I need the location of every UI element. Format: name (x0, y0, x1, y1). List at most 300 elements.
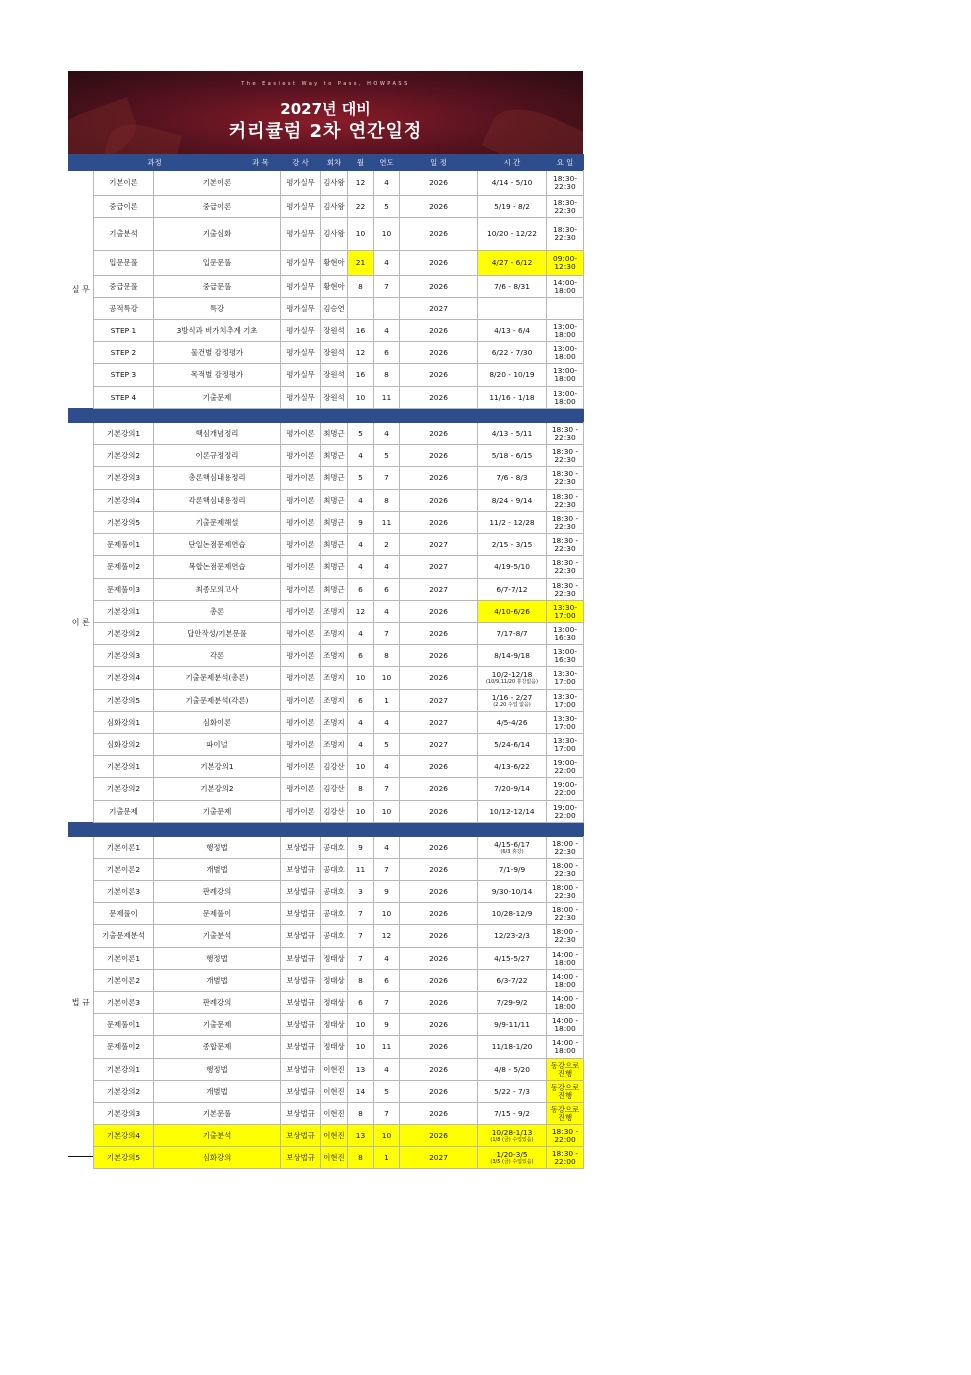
cell-course: 중급이론 (94, 196, 154, 218)
cell-subject: 평가이론 (281, 667, 321, 690)
table-row (69, 623, 584, 645)
cell-count: 11 (348, 859, 374, 881)
cell-teacher: 이현진 (321, 1103, 348, 1125)
cell-year: 2026 (400, 1014, 478, 1036)
schedule-body (69, 171, 584, 1169)
cell-topic: 기본이론 (154, 171, 281, 196)
cell-dates: 4/8 - 5/20 (478, 1059, 547, 1081)
cell-dates: 4/13-6/22 (478, 756, 547, 778)
cell-course: 기출분석 (94, 218, 154, 251)
cell-count: 12 (348, 601, 374, 623)
cell-course: 심화강의1 (94, 712, 154, 734)
cell-teacher: 최명근 (321, 579, 348, 601)
cell-subject: 보상법규 (281, 1036, 321, 1059)
cell-teacher: 공대호 (321, 925, 348, 948)
cell-dates: 4/27 - 6/12 (478, 251, 547, 276)
dates-text: 10/28-1/13 (491, 1127, 533, 1137)
cell-count: 12 (348, 171, 374, 196)
cell-teacher: 장원석 (321, 364, 348, 387)
cell-subject: 평가이론 (281, 712, 321, 734)
cell-time: 18:00 - 22:30 (547, 903, 584, 925)
cell-dates (478, 1147, 547, 1169)
table-header-row (69, 155, 584, 171)
cell-month: 4 (374, 171, 400, 196)
cell-course: 문제풀이2 (94, 556, 154, 579)
cell-dates: 4/13 - 5/11 (478, 423, 547, 445)
cell-subject: 평가실무 (281, 342, 321, 364)
cell-time: 18:00 - 22:30 (547, 881, 584, 903)
cell-time: 13:30-17:00 (547, 734, 584, 756)
cell-dates: 9/30-10/14 (478, 881, 547, 903)
category-label: 이 론 (69, 423, 94, 823)
table-row (69, 1036, 584, 1059)
cell-year: 2026 (400, 1036, 478, 1059)
cell-teacher: 장원석 (321, 342, 348, 364)
cell-dates: 8/14-9/18 (478, 645, 547, 667)
cell-count: 10 (348, 801, 374, 823)
cell-course: 기본강의2 (94, 778, 154, 801)
header-dates: 일 정 (400, 155, 478, 171)
cell-dates (478, 1125, 547, 1147)
cell-subject: 보상법규 (281, 903, 321, 925)
cell-dates: 7/1-9/9 (478, 859, 547, 881)
table-row (69, 320, 584, 342)
cell-time: 18:00 - 22:30 (547, 859, 584, 881)
cell-subject: 평가실무 (281, 364, 321, 387)
cell-count: 8 (348, 778, 374, 801)
cell-month: 7 (374, 276, 400, 298)
cell-dates: 7/6 - 8/3 (478, 467, 547, 490)
table-row (69, 690, 584, 712)
cell-month: 10 (374, 1125, 400, 1147)
cell-count: 16 (348, 364, 374, 387)
cell-count: 5 (348, 423, 374, 445)
cell-month: 9 (374, 881, 400, 903)
cell-topic: 개별법 (154, 970, 281, 992)
cell-time: 13:30-17:00 (547, 601, 584, 623)
cell-month: 4 (374, 712, 400, 734)
cell-dates: 7/29-9/2 (478, 992, 547, 1014)
cell-topic: 3방식과 비가치추계 기초 (154, 320, 281, 342)
cell-course: 기본이론1 (94, 948, 154, 970)
table-row (69, 171, 584, 196)
cell-teacher: 정태상 (321, 992, 348, 1014)
header-month: 월 (348, 155, 374, 171)
cell-time: 18:30 - 22:30 (547, 423, 584, 445)
cell-topic: 파이널 (154, 734, 281, 756)
cell-teacher: 조명지 (321, 734, 348, 756)
cell-teacher: 조명지 (321, 601, 348, 623)
cell-dates: 4/15-5/27 (478, 948, 547, 970)
cell-year: 2026 (400, 364, 478, 387)
cell-topic: 문제풀이 (154, 903, 281, 925)
cell-subject: 평가이론 (281, 801, 321, 823)
cell-month: 4 (374, 948, 400, 970)
cell-teacher: 김강산 (321, 801, 348, 823)
cell-course: 기본강의4 (94, 490, 154, 512)
table-row (69, 778, 584, 801)
cell-topic: 중급문풀 (154, 276, 281, 298)
header-teacher: 강 사 (281, 155, 321, 171)
schedule-table (68, 154, 584, 1169)
cell-dates: 6/3-7/22 (478, 970, 547, 992)
cell-time: 18:30 - 22:30 (547, 467, 584, 490)
table-row (69, 801, 584, 823)
cell-month: 7 (374, 859, 400, 881)
cell-dates: 8/24 - 9/14 (478, 490, 547, 512)
cell-topic: 목적별 감정평가 (154, 364, 281, 387)
cell-month: 7 (374, 778, 400, 801)
cell-subject: 보상법규 (281, 992, 321, 1014)
header-year: 연도 (374, 155, 400, 171)
cell-teacher: 김사왕 (321, 171, 348, 196)
cell-count: 7 (348, 903, 374, 925)
cell-teacher: 공대호 (321, 903, 348, 925)
cell-time: 동강으로 진행 (547, 1081, 584, 1103)
cell-subject: 보상법규 (281, 925, 321, 948)
header-subject: 과 목 (241, 155, 281, 171)
table-row (69, 970, 584, 992)
table-row (69, 445, 584, 467)
cell-month: 10 (374, 667, 400, 690)
table-row (69, 423, 584, 445)
cell-topic: 행정법 (154, 948, 281, 970)
cell-teacher: 공대호 (321, 881, 348, 903)
cell-course: 기본이론3 (94, 992, 154, 1014)
cell-subject: 평가이론 (281, 490, 321, 512)
table-row (69, 756, 584, 778)
cell-time: 18:30 - 22:30 (547, 445, 584, 467)
table-row (69, 298, 584, 320)
table-row (69, 579, 584, 601)
cell-subject: 평가이론 (281, 556, 321, 579)
cell-year: 2026 (400, 623, 478, 645)
table-row (69, 534, 584, 556)
cell-count: 10 (348, 387, 374, 409)
cell-month: 11 (374, 387, 400, 409)
cell-count: 10 (348, 218, 374, 251)
cell-course: 기본강의2 (94, 1081, 154, 1103)
cell-course: 기본강의4 (94, 1125, 154, 1147)
cell-dates: 6/22 - 7/30 (478, 342, 547, 364)
cell-count: 10 (348, 756, 374, 778)
table-row (69, 218, 584, 251)
cell-time: 14:00 - 18:00 (547, 992, 584, 1014)
cell-count: 6 (348, 992, 374, 1014)
cell-topic: 총론 (154, 601, 281, 623)
table-row (69, 645, 584, 667)
cell-teacher: 이현진 (321, 1147, 348, 1169)
cell-year: 2027 (400, 298, 478, 320)
cell-subject: 평가이론 (281, 690, 321, 712)
cell-year: 2026 (400, 601, 478, 623)
cell-count: 3 (348, 881, 374, 903)
cell-teacher: 황현아 (321, 276, 348, 298)
cell-topic: 기출문제 (154, 1014, 281, 1036)
cell-count: 6 (348, 579, 374, 601)
cell-topic: 물건별 감정평가 (154, 342, 281, 364)
cell-count: 10 (348, 1014, 374, 1036)
cell-subject: 평가이론 (281, 734, 321, 756)
table-row (69, 1014, 584, 1036)
cell-time: 13:00-18:00 (547, 364, 584, 387)
cell-teacher: 김승연 (321, 298, 348, 320)
cell-subject: 평가이론 (281, 645, 321, 667)
cell-course: 문제풀이1 (94, 534, 154, 556)
cell-month: 11 (374, 512, 400, 534)
cell-dates: 4/19-5/10 (478, 556, 547, 579)
cell-month: 8 (374, 490, 400, 512)
table-row (69, 276, 584, 298)
cell-month: 10 (374, 903, 400, 925)
cell-year: 2026 (400, 1081, 478, 1103)
cell-year: 2027 (400, 712, 478, 734)
cell-course: 문제풀이2 (94, 1036, 154, 1059)
cell-course: 공적특강 (94, 298, 154, 320)
cell-year: 2026 (400, 218, 478, 251)
cell-month: 5 (374, 1081, 400, 1103)
table-row (69, 1081, 584, 1103)
cell-year: 2026 (400, 342, 478, 364)
cell-year: 2026 (400, 837, 478, 859)
cell-topic: 심화이론 (154, 712, 281, 734)
cell-subject: 평가이론 (281, 778, 321, 801)
cell-month: 7 (374, 992, 400, 1014)
cell-year: 2026 (400, 801, 478, 823)
cell-time: 18:30 - 22:00 (547, 1147, 584, 1169)
cell-course: STEP 1 (94, 320, 154, 342)
cell-year: 2026 (400, 512, 478, 534)
cell-topic: 각론핵심내용정리 (154, 490, 281, 512)
cell-count: 9 (348, 512, 374, 534)
cell-teacher: 최명근 (321, 534, 348, 556)
cell-course: 기본강의1 (94, 601, 154, 623)
cell-year: 2026 (400, 903, 478, 925)
cell-topic: 종합문제 (154, 1036, 281, 1059)
cell-month: 2 (374, 534, 400, 556)
cell-subject: 평가실무 (281, 171, 321, 196)
dates-note: (2.20 수업 없음) (493, 701, 531, 708)
cell-month: 6 (374, 579, 400, 601)
cell-topic: 기본강의1 (154, 756, 281, 778)
cell-teacher: 조명지 (321, 712, 348, 734)
cell-count (348, 298, 374, 320)
cell-year: 2026 (400, 948, 478, 970)
dates-text: 1/16 - 2/27 (491, 692, 533, 702)
cell-subject: 보상법규 (281, 948, 321, 970)
cell-topic: 기출문제 (154, 801, 281, 823)
cell-subject: 평가실무 (281, 218, 321, 251)
cell-topic: 입문문풀 (154, 251, 281, 276)
header-course: 과정 (69, 155, 241, 171)
table-row (69, 712, 584, 734)
category-label: 실 무 (69, 171, 94, 409)
cell-year: 2027 (400, 534, 478, 556)
cell-dates: 12/23-2/3 (478, 925, 547, 948)
cell-teacher: 김사왕 (321, 196, 348, 218)
cell-subject: 평가이론 (281, 601, 321, 623)
cell-month: 9 (374, 1014, 400, 1036)
cell-topic: 판례강의 (154, 992, 281, 1014)
cell-month: 4 (374, 601, 400, 623)
cell-count: 10 (348, 1036, 374, 1059)
table-row (69, 948, 584, 970)
cell-subject: 보상법규 (281, 1081, 321, 1103)
cell-count: 5 (348, 467, 374, 490)
cell-time: 14:00 - 18:00 (547, 1014, 584, 1036)
cell-course: 문제풀이 (94, 903, 154, 925)
cell-month: 6 (374, 342, 400, 364)
cell-year: 2026 (400, 645, 478, 667)
cell-count: 8 (348, 276, 374, 298)
cell-dates: 4/5-4/26 (478, 712, 547, 734)
cell-dates: 11/16 - 1/18 (478, 387, 547, 409)
table-row (69, 364, 584, 387)
cell-topic: 중급이론 (154, 196, 281, 218)
cell-teacher: 정태상 (321, 970, 348, 992)
cell-subject: 평가이론 (281, 623, 321, 645)
cell-topic: 최종모의고사 (154, 579, 281, 601)
cell-topic: 핵심개념정리 (154, 423, 281, 445)
cell-topic: 심화강의 (154, 1147, 281, 1169)
cell-time: 13:00-16:30 (547, 645, 584, 667)
cell-teacher: 조명지 (321, 645, 348, 667)
cell-dates: 4/14 - 5/10 (478, 171, 547, 196)
cell-time: 18:30-22:30 (547, 218, 584, 251)
cell-teacher: 공대호 (321, 859, 348, 881)
dates-note: (1/8 (금) 수업있음) (490, 1136, 534, 1143)
cell-subject: 보상법규 (281, 970, 321, 992)
cell-teacher: 장원석 (321, 387, 348, 409)
cell-teacher: 김강산 (321, 778, 348, 801)
section-separator (69, 823, 584, 837)
cell-year: 2026 (400, 320, 478, 342)
cell-count: 22 (348, 196, 374, 218)
cell-topic: 기출문제해설 (154, 512, 281, 534)
table-row (69, 196, 584, 218)
cell-topic: 행정법 (154, 837, 281, 859)
cell-month (374, 298, 400, 320)
cell-subject: 보상법규 (281, 837, 321, 859)
cell-time: 13:00-18:00 (547, 342, 584, 364)
cell-time: 18:30 - 22:00 (547, 1125, 584, 1147)
cell-time: 14:00 - 18:00 (547, 1036, 584, 1059)
cell-topic: 이론규정정리 (154, 445, 281, 467)
cell-course: 기본강의1 (94, 423, 154, 445)
cell-course: 중급문풀 (94, 276, 154, 298)
cell-course: 기출문제 (94, 801, 154, 823)
cell-teacher: 황현아 (321, 251, 348, 276)
table-row (69, 556, 584, 579)
table-row (69, 667, 584, 690)
cell-course: 기본이론3 (94, 881, 154, 903)
cell-course: 기본강의5 (94, 1147, 154, 1169)
section-separator (69, 409, 584, 423)
cell-subject: 보상법규 (281, 859, 321, 881)
table-bottom-rule (68, 1156, 93, 1157)
cell-topic: 개별법 (154, 859, 281, 881)
cell-course: 기본강의1 (94, 1059, 154, 1081)
banner-title-line1: 2027년 대비 (280, 100, 371, 118)
cell-year: 2026 (400, 490, 478, 512)
cell-dates: 4/13 - 6/4 (478, 320, 547, 342)
cell-course: 기본강의5 (94, 512, 154, 534)
cell-subject: 평가이론 (281, 445, 321, 467)
cell-time: 18:30 - 22:30 (547, 534, 584, 556)
cell-month: 7 (374, 623, 400, 645)
cell-topic: 개별법 (154, 1081, 281, 1103)
cell-dates (478, 690, 547, 712)
cell-time: 18:30 - 22:30 (547, 490, 584, 512)
cell-subject: 평가이론 (281, 423, 321, 445)
table-row (69, 342, 584, 364)
cell-time: 14:00-18:00 (547, 276, 584, 298)
cell-teacher: 정태상 (321, 1036, 348, 1059)
cell-month: 10 (374, 801, 400, 823)
banner-title-line2: 커리큘럼 2차 연간일정 (228, 121, 423, 142)
cell-teacher: 장원석 (321, 320, 348, 342)
cell-time (547, 298, 584, 320)
table-row (69, 734, 584, 756)
cell-month: 4 (374, 556, 400, 579)
cell-teacher: 김강산 (321, 756, 348, 778)
cell-subject: 평가실무 (281, 196, 321, 218)
cell-teacher: 최명근 (321, 556, 348, 579)
cell-count: 13 (348, 1125, 374, 1147)
cell-year: 2026 (400, 992, 478, 1014)
cell-subject: 보상법규 (281, 1147, 321, 1169)
cell-course: 기본강의4 (94, 667, 154, 690)
cell-course: 기본이론2 (94, 859, 154, 881)
cell-topic: 각론 (154, 645, 281, 667)
cell-year: 2027 (400, 556, 478, 579)
cell-teacher: 정태상 (321, 948, 348, 970)
cell-month: 5 (374, 196, 400, 218)
dates-note: (3/5 (금) 수업있음) (490, 1158, 534, 1165)
cell-teacher: 조명지 (321, 667, 348, 690)
cell-month: 4 (374, 251, 400, 276)
cell-subject: 보상법규 (281, 1103, 321, 1125)
cell-month: 7 (374, 467, 400, 490)
cell-subject: 평가이론 (281, 579, 321, 601)
cell-topic: 복합논점문제연습 (154, 556, 281, 579)
cell-topic: 기출문제분석(각론) (154, 690, 281, 712)
cell-count: 14 (348, 1081, 374, 1103)
cell-teacher: 조명지 (321, 690, 348, 712)
table-row (69, 1125, 584, 1147)
cell-course: 기출문제분석 (94, 925, 154, 948)
cell-year: 2026 (400, 387, 478, 409)
cell-course: 기본강의3 (94, 467, 154, 490)
cell-year: 2027 (400, 734, 478, 756)
cell-dates: 4/10-6/26 (478, 601, 547, 623)
cell-dates: 2/15 - 3/15 (478, 534, 547, 556)
cell-count: 8 (348, 1103, 374, 1125)
cell-course: STEP 4 (94, 387, 154, 409)
cell-count: 8 (348, 1147, 374, 1169)
cell-course: 심화강의2 (94, 734, 154, 756)
cell-topic: 기출문제 (154, 387, 281, 409)
cell-topic: 기출분석 (154, 925, 281, 948)
cell-time: 18:30 - 22:30 (547, 556, 584, 579)
cell-year: 2026 (400, 925, 478, 948)
dates-text: 1/20-3/5 (496, 1149, 528, 1159)
cell-month: 6 (374, 970, 400, 992)
cell-year: 2026 (400, 196, 478, 218)
table-row (69, 881, 584, 903)
cell-topic: 기본문풀 (154, 1103, 281, 1125)
cell-teacher: 이현진 (321, 1125, 348, 1147)
